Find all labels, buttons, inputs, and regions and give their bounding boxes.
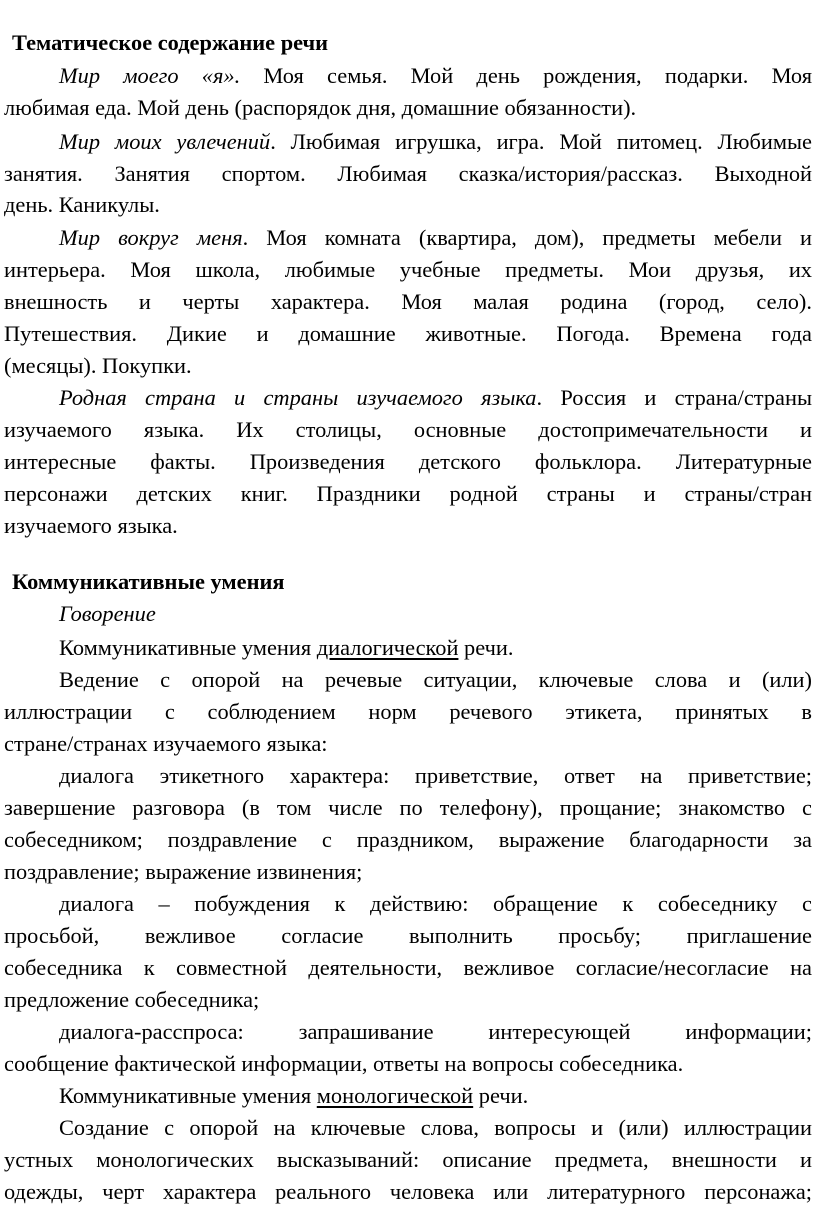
paragraph-line: диалога – побуждения к действию: обращение к собеседнику с — [59, 891, 812, 916]
paragraph-line: (месяцы). Покупки. — [4, 353, 192, 378]
paragraph-line: диалога-расспроса: запрашивание интересующей информации; — [59, 1019, 812, 1044]
topic-title-native-country: Родная страна и страны изучаемого языка — [59, 385, 537, 410]
paragraph-line: Ведение с опорой на речевые ситуации, ключевые слова и (или) — [59, 667, 812, 692]
paragraph-line: день. Каникулы. — [4, 192, 160, 217]
paragraph-line: предложение собеседника; — [4, 987, 260, 1012]
paragraph-line: собеседника к совместной деятельности, вежливое согласие/несогласие на — [4, 955, 812, 980]
paragraph-line: Мир моего «я». Моя семья. Мой день рождения, подарки. Моя — [59, 63, 812, 88]
paragraph-line: любимая еда. Мой день (распорядок дня, домашние обязанности). — [4, 95, 637, 120]
paragraph-line: изучаемого языка. Их столицы, основные достопримечательности и — [4, 417, 812, 442]
paragraph-line: внешность и черты характера. Моя малая родина (город, село). — [4, 289, 812, 314]
paragraph-line: Коммуникативные умения монологической речи. — [59, 1083, 529, 1108]
paragraph-line: изучаемого языка. — [4, 513, 178, 538]
paragraph-line: одежды, черт характера реального человека или литературного персонажа; — [4, 1179, 812, 1204]
paragraph-line: сообщение фактической информации, ответы на вопросы собеседника. — [4, 1051, 684, 1076]
subheading-speaking: Говорение — [59, 601, 156, 626]
paragraph-line: просьбой, вежливое согласие выполнить просьбу; приглашение — [4, 923, 812, 948]
paragraph-line: интерьера. Моя школа, любимые учебные предметы. Мои друзья, их — [4, 257, 812, 282]
paragraph-line: Мир моих увлечений. Любимая игрушка, игра. Мой питомец. Любимые — [59, 129, 812, 154]
paragraph-line: иллюстрации с соблюдением норм речевого этикета, принятых в — [4, 699, 812, 724]
paragraph-line: Родная страна и страны изучаемого языка. Россия и страна/страны — [59, 385, 813, 410]
paragraph-line: диалога этикетного характера: приветствие, ответ на приветствие; — [59, 763, 812, 788]
paragraph-line: персонажи детских книг. Праздники родной страны и страны/стран — [4, 481, 812, 506]
section-heading-topics: Тематическое содержание речи — [12, 30, 329, 55]
paragraph-line: устных монологических высказываний: описание предмета, внешности и — [4, 1147, 812, 1172]
section-heading-communicative: Коммуникативные умения — [12, 569, 285, 594]
paragraph-line: Мир вокруг меня. Моя комната (квартира, дом), предметы мебели и — [59, 225, 812, 250]
paragraph-line: Путешествия. Дикие и домашние животные. Погода. Времена года — [4, 321, 812, 346]
topic-title-hobbies: Мир моих увлечений — [59, 129, 271, 154]
topic-title-my-self: Мир моего «я». — [59, 63, 241, 88]
paragraph-line: занятия. Занятия спортом. Любимая сказка/история/рассказ. Выходной — [4, 161, 812, 186]
paragraph-line: поздравление; выражение извинения; — [4, 859, 363, 884]
term-monologic: монологической — [316, 1083, 474, 1108]
paragraph-line: Коммуникативные умения диалогической речи. — [59, 635, 514, 660]
paragraph-line: стране/странах изучаемого языка: — [4, 731, 328, 756]
topic-title-world-around: Мир вокруг меня — [59, 225, 243, 250]
term-dialogic: диалогической — [316, 635, 459, 660]
paragraph-line: завершение разговора (в том числе по телефону), прощание; знакомство с — [4, 795, 812, 820]
paragraph-line: собеседником; поздравление с праздником, выражение благодарности за — [4, 827, 812, 852]
paragraph-line: Создание с опорой на ключевые слова, вопросы и (или) иллюстрации — [59, 1115, 812, 1140]
paragraph-line: интересные факты. Произведения детского фольклора. Литературные — [4, 449, 812, 474]
